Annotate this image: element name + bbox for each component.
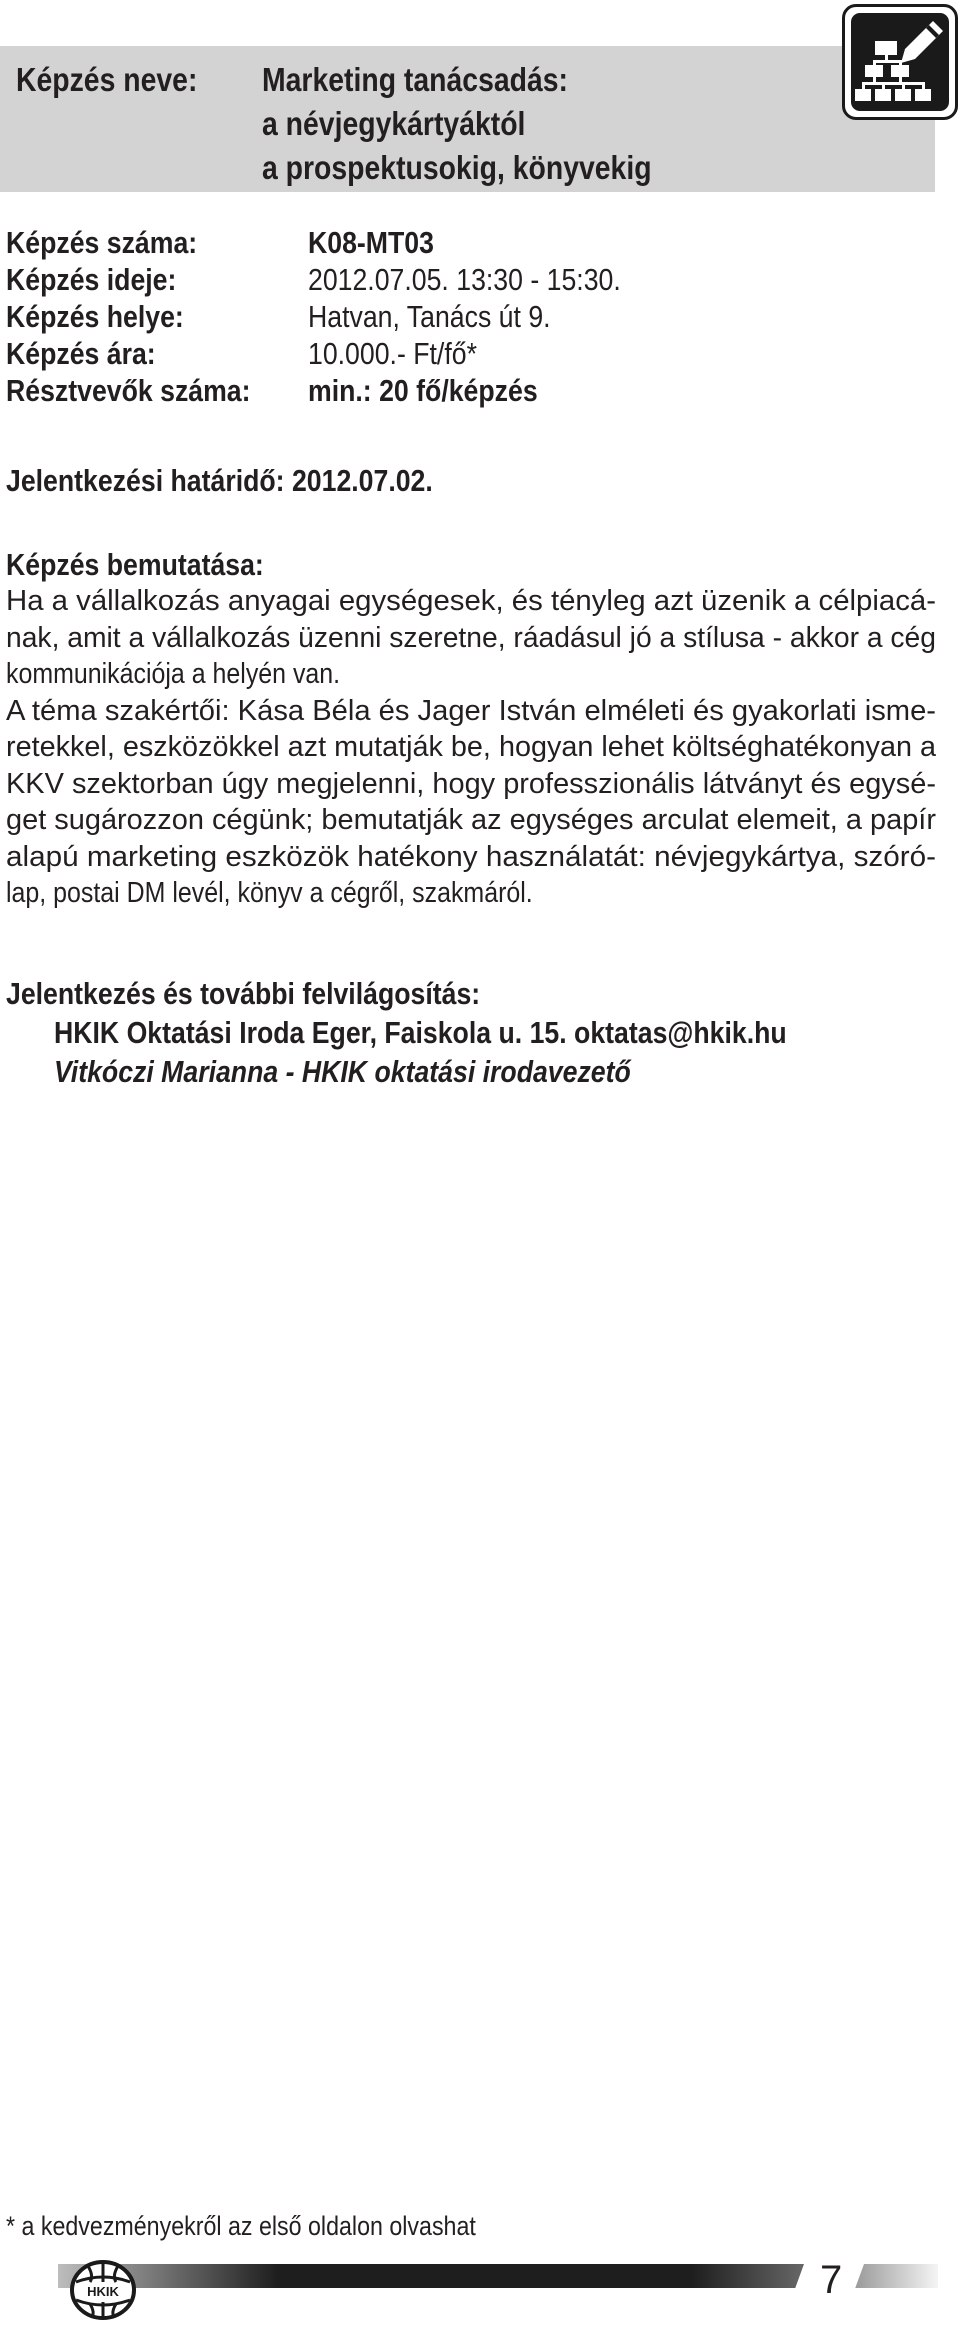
info-value: 2012.07.05. 13:30 - 15:30. (308, 262, 621, 297)
info-value: K08-MT03 (308, 225, 434, 260)
info-key: Képzés helye: (6, 299, 184, 334)
description-line: kommunikációja a helyén van. (6, 658, 341, 690)
info-value: min.: 20 fő/képzés (308, 373, 538, 408)
contact-person: Vitkóczi Marianna - HKIK oktatási irodavezető (54, 1054, 631, 1089)
info-value: Hatvan, Tanács út 9. (308, 299, 551, 334)
description-line: A téma szakértői: Kása Béla és Jager István elméleti és gyakorlati isme- (6, 694, 937, 727)
page-number: 7 (820, 2258, 843, 2302)
description-line: KKV szektorban úgy megjelenni, hogy professzionális látványt és egysé- (6, 767, 936, 800)
description-line: Ha a vállalkozás anyagai egységesek, és tényleg azt üzenik a célpiacá- (6, 585, 937, 617)
discount-footnote: * a kedvezményekről az első oldalon olvashat (6, 2211, 476, 2241)
logo-text: HKIK (87, 2284, 119, 2299)
training-title (262, 58, 715, 190)
application-deadline: Jelentkezési határidő: 2012.07.02. (6, 463, 433, 498)
info-value: 10.000.- Ft/fő* (308, 336, 477, 371)
description-body (6, 583, 936, 912)
training-name-label: Képzés neve: (16, 61, 198, 98)
info-key: Képzés ára: (6, 336, 156, 371)
contact-title: Jelentkezés és további felvilágosítás: (6, 976, 481, 1011)
description-title: Képzés bemutatása: (6, 547, 264, 582)
info-key: Képzés száma: (6, 225, 198, 260)
description-line: alapú marketing eszközök hatékony használatát: névjegykártya, szóró- (6, 840, 936, 873)
description-line: retekkel, eszközökkel azt mutatják be, hogyan lehet költséghatékonyan a (6, 731, 936, 763)
info-key: Képzés ideje: (6, 262, 177, 297)
training-title-line: a névjegykártyáktól (262, 105, 526, 142)
org-chart-icon (842, 4, 958, 120)
contact-address: HKIK Oktatási Iroda Eger, Faiskola u. 15. oktatas@hkik.hu (54, 1015, 787, 1050)
description-line: lap, postai DM levél, könyv a cégről, szakmáról. (6, 877, 533, 909)
training-title-line: Marketing tanácsadás: (262, 61, 568, 98)
info-key: Résztvevők száma: (6, 373, 251, 408)
description-line: get sugározzon cégünk; bemutatják az egységes arculat elemeit, a papír (6, 804, 936, 836)
hkik-logo-icon (68, 2260, 138, 2322)
training-title-line: a prospektusokig, könyvekig (262, 149, 652, 186)
description-line: nak, amit a vállalkozás üzenni szeretne, ráadásul jó a stílusa - akkor a cég (6, 621, 936, 654)
